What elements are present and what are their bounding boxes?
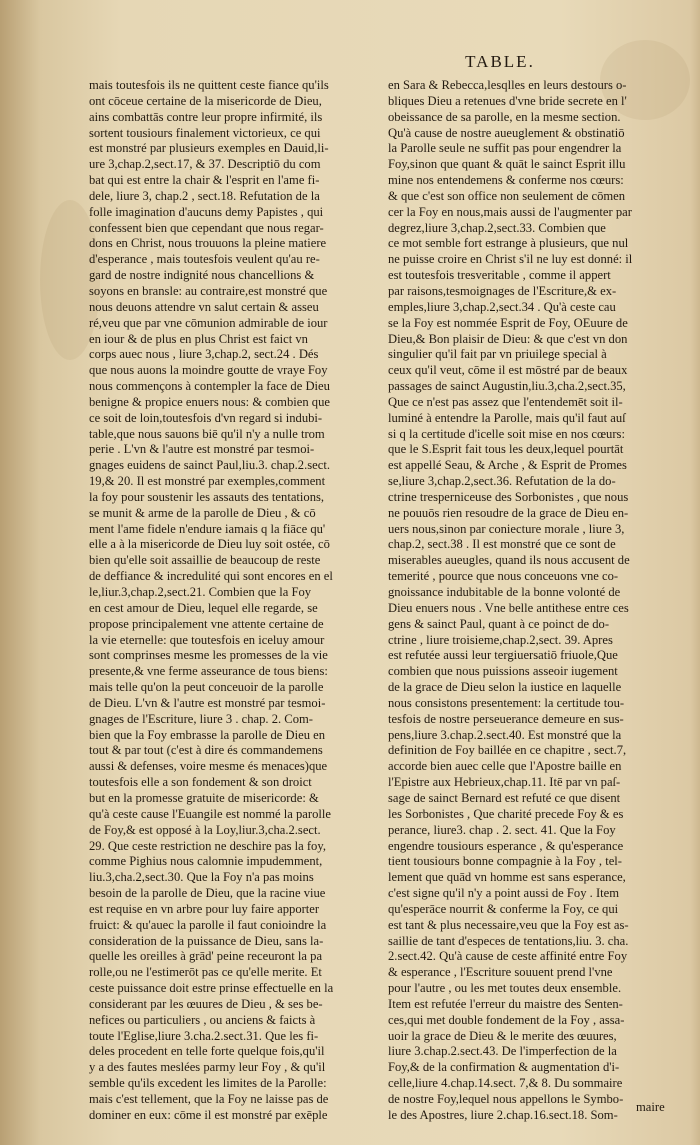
text-line: gnoissance indubitable de la bonne volonté de (388, 585, 621, 599)
text-line: cer la Foy en nous,mais aussi de l'augmenter par (388, 204, 632, 219)
page-title: TABLE. (465, 52, 535, 71)
text-line: benigne & propice enuers nous: & combien que (89, 394, 330, 409)
text-line: 19,& 20. Il est monstré par exemples,comment (89, 474, 326, 489)
text-line: qu'esperāce nourrit & conferme la Foy, ce qui (388, 901, 619, 916)
text-line: uers nous,sinon par coniecture morale , liure 3, (388, 521, 625, 536)
text-line: ce mot semble fort estrange à plusieurs, que nul (388, 236, 629, 251)
text-line: definition de Foy baillée en ce chapitre , sect.7, (388, 743, 627, 758)
text-line: la foy pour soustenir les assauts des tentations, (89, 489, 325, 504)
text-line: en Sara & Rebecca,lesqlles en leurs destours o- (388, 78, 627, 92)
text-line: nous consistons presentement: la certitude tou- (388, 695, 625, 710)
text-line: bien que la Foy embrasse la parolle de Dieu en (89, 727, 326, 742)
text-line: ré,veu que par vne cōmunion admirable de iour (89, 315, 328, 330)
text-line: perance, liure3. chap . 2. sect. 41. Que la Foy (388, 822, 616, 837)
text-line: liure 3.chap.2.sect.43. De l'imperfection de la (388, 1044, 617, 1059)
text-line: la Parolle seule ne suffit pas pour engendrer la (388, 141, 622, 156)
text-line: obeissance de sa parolle, en la mesme section. (388, 109, 621, 124)
text-line: mais toutesfois ils ne quittent ceste fiance qu'ils (89, 78, 329, 92)
text-line: 29. Que ceste restriction ne deschire pas la foy, (89, 838, 326, 853)
text-line: elle a à la misericorde de Dieu luy soit ostée, cō (89, 537, 330, 552)
text-line: que nous auons la moindre goutte de vraye Foy (89, 363, 328, 378)
running-head (0, 52, 700, 72)
text-line: ure 3,chap.2,sect.17, & 37. Descriptiō du com (89, 157, 321, 172)
text-line: & que c'est son office non seulement de cōmen (388, 188, 626, 203)
text-line: gnages de l'Escriture, liure 3 . chap. 2. Com- (89, 711, 313, 726)
text-line: par raisons,tesmoignages de l'Escriture,& ex- (388, 283, 617, 298)
text-line: pour l'autre , ou les met toutes deux ensemble. (388, 981, 622, 996)
text-line: qu'à ceste cause l'Euangile est nommé la parolle (89, 806, 331, 821)
text-line: besoin de la parolle de Dieu, que la racine viue (89, 886, 326, 901)
text-line: passages de sainct Augustin,liu.3,cha.2,sect.35, (388, 379, 626, 394)
text-line: 2.sect.42. Qu'à cause de ceste affinité entre Foy (388, 949, 628, 964)
text-line: uoir la grace de Dieu & le merite des œuures, (388, 1028, 617, 1043)
text-line: singulier qu'il fait par vn priuilege special à (388, 347, 607, 362)
text-line: est monstré par plusieurs exemples en Dauid,li- (89, 141, 329, 156)
text-line: temerité , pource que nous conceuons vne co- (388, 569, 619, 584)
text-line: les Sorbonistes , Que charité precede Foy & es (388, 806, 624, 821)
text-line: tient tousiours bonne compagnie à la Foy , tel- (388, 854, 622, 869)
text-line: chap.2, sect.38 . Il est monstré que ce sont de (388, 537, 616, 552)
text-line: presente,& vne ferme asseurance de tous biens: (89, 664, 328, 679)
text-line: la vie eternelle: que toutesfois en iceluy amour (89, 632, 325, 647)
text-line: se la Foy est nommée Esprit de Foy, OEuure de (388, 315, 628, 330)
text-line: de deffiance & incredulité qui sont encores en el (89, 569, 333, 584)
text-line: semble qu'ils excedent les limites de la Parolle: (89, 1076, 327, 1091)
text-line: gnages euidens de sainct Paul,liu.3. chap.2.sect. (89, 458, 330, 473)
text-line: liu.3,cha.2,sect.30. Que la Foy n'a pas moins (89, 870, 314, 885)
text-line: corps auec nous , liure 3,chap.2, sect.24 . Dés (89, 347, 319, 362)
text-line: ceux qu'il veut, cōme il est mōstré par de beaux (388, 363, 628, 378)
text-line: mine nos entendemens & conferme nos cœurs: (388, 173, 624, 188)
text-line: Foy,& de la confirmation & augmentation d'i- (388, 1060, 620, 1075)
text-line: dominer en eux: cōme il est monstré par exēple (89, 1107, 328, 1122)
text-line: est tant & plus necessaire,veu que la Foy est as- (388, 917, 629, 932)
text-line: sage de sainct Bernard est refuté ce que disent (388, 790, 621, 805)
text-line: ne puisse croire en Christ s'il ne luy est donné: il (388, 252, 633, 267)
text-line: de Dieu. L'vn & l'autre est monstré par tesmoi- (89, 695, 326, 710)
text-line: l'Epistre aux Hebrieux,chap.11. Itē par vn paſ- (388, 775, 621, 790)
text-line: dele, liure 3, chap.2 , sect.18. Refutation de la (89, 188, 320, 203)
text-line: aussi & defenses, voire mesme és menaces)que (89, 759, 328, 774)
text-line: Item est refutée l'erreur du maistre des Senten- (388, 996, 623, 1011)
text-line: degrez,liure 3,chap.2,sect.33. Combien que (388, 220, 606, 235)
text-line: toute l'Eglise,liure 3.cha.2.sect.31. Que les fi- (89, 1028, 319, 1043)
text-line: & esperance , l'Escriture souuent prend l'vne (388, 965, 613, 980)
text-line: deles procedent en telle forte quelque fois,qu'il (89, 1044, 325, 1059)
text-line: y a des fautes meslées parmy leur Foy , & qu'il (89, 1060, 326, 1075)
catchword: maire (636, 1100, 665, 1114)
text-line: ces,qui met double fondement de la Foy , assa- (388, 1012, 625, 1027)
text-line: se munit & arme de la parolle de Dieu , & cō (89, 505, 316, 520)
text-line: gard de nostre indignité nous chancellions & (89, 268, 315, 283)
text-line: de la grace de Dieu selon la iustice en laquelle (388, 680, 622, 695)
text-line: est requise en vn arbre pour luy faire apporter (89, 901, 320, 916)
text-line: en cest amour de Dieu, lequel elle regarde, se (89, 600, 318, 615)
text-line: de nostre Foy,lequel nous appellons le Symbo- (388, 1092, 624, 1106)
text-line: celle,liure 4.chap.14.sect. 7,& 8. Du sommaire (388, 1076, 623, 1091)
text-line: propose principalement vne attente certaine de (89, 616, 324, 631)
text-line: sont comprinses mesme les promesses de la vie (89, 648, 328, 663)
text-line: nous commençons à contempler la face de Dieu (89, 379, 330, 394)
text-line: le des Apostres, liure 2.chap.16.sect.18. Som- (388, 1107, 618, 1122)
text-line: c'est signe qu'il n'y a point aussi de Foy . Item (388, 886, 620, 901)
text-line: nefices ou particuliers , ou anciens & faicts à (89, 1012, 316, 1027)
text-line: ce soit de loin,toutesfois d'vn regard si indubi- (89, 410, 323, 425)
text-line: sortent tousiours finalement victorieux, ce qui (89, 125, 321, 140)
text-line: folle imagination d'aucuns demy Papistes , qui (89, 204, 324, 219)
text-line: bien qu'elle soit assaillie de beaucoup de reste (89, 553, 321, 568)
text-line: mais telle qu'on la peut conceuoir de la parolle (89, 680, 324, 695)
right-column (388, 78, 678, 1124)
text-line: ctrine , liure troisieme,chap.2,sect. 39. Apres (388, 632, 613, 647)
text-line: ains combattās contre leur propre infirmité, ils (89, 109, 323, 124)
text-line: ne pouuōs rien resoudre de la grace de Dieu en- (388, 505, 629, 520)
text-line: confessent bien que cependant que nous regar- (89, 220, 324, 235)
text-line: accorde bien auec celle que l'Apostre baille en (388, 759, 622, 774)
text-line: Dieu,& Bon plaisir de Dieu: & que c'est vn don (388, 331, 628, 346)
text-line: ceste puissance doit estre prinse effectuelle en la (89, 981, 334, 996)
text-line: en iour & de plus en plus Christ est faict vn (89, 331, 308, 346)
text-line: nous deuons attendre vn salut certain & asseu (89, 299, 319, 314)
text-line: ctrine tresperniceuse des Sorbonistes , que nous (388, 489, 629, 504)
left-column (89, 78, 379, 1124)
text-line: Que ce n'est pas assez que l'entendemēt soit il- (388, 394, 623, 409)
text-line: gens & sainct Paul, quant à ce poinct de do- (388, 616, 610, 631)
text-line: se,liure 3,chap.2,sect.36. Refutation de la do- (388, 474, 616, 489)
text-line: luminé à entendre la Parolle, mais qu'il faut auſ (388, 410, 626, 425)
text-line: pens,liure 3.chap.2.sect.40. Est monstré que la (388, 727, 622, 742)
text-line: combien que nous puissions asseoir iugement (388, 664, 618, 679)
text-line: bliques Dieu a retenues d'vne bride secrete en l' (388, 93, 627, 108)
text-line: toutesfois elle a son fondement & son droict (89, 775, 312, 790)
text-line: engendre tousiours esperance , & qu'esperance (388, 838, 624, 853)
text-line: tesfois de nostre perseuerance demeure en sus- (388, 711, 624, 726)
text-line: consideration de la puissance de Dieu, sans la- (89, 933, 324, 948)
text-line: lement que quād vn homme est sans esperance, (388, 870, 626, 885)
text-line: fruict: & qu'auec la parolle il faut conioindre la (89, 917, 327, 932)
text-line: but en la promesse gratuite de misericorde: & (89, 790, 319, 805)
text-line: ont cōceue certaine de la misericorde de Dieu, (89, 93, 322, 108)
text-line: comme Pighius nous calomnie impudemment, (89, 854, 323, 869)
text-line: d'esperance , mais toutesfois veulent qu'au re- (89, 252, 320, 267)
text-line: est appellé Seau, & Arche , & Esprit de Promes (388, 458, 627, 473)
text-line: que le S.Esprit fait tous les deux,lequel pourtāt (388, 442, 624, 457)
text-line: considerant par les œuures de Dieu , & ses be- (89, 996, 323, 1011)
text-line: perie . L'vn & l'autre est monstré par tesmoi- (89, 442, 315, 457)
text-line: tout & par tout (c'est à dire és commandemens (89, 743, 323, 758)
text-line: le,liur.3,chap.2,sect.21. Combien que la Foy (89, 585, 312, 599)
text-line: Dieu enuers nous . Vne belle antithese entre ces (388, 600, 629, 615)
text-line: ment l'ame fidele n'endure iamais q la fiāce qu' (89, 521, 326, 536)
text-line: rolle,ou ne l'estimerōt pas ce qu'elle merite. Et (89, 965, 322, 980)
text-line: emples,liure 3,chap.2,sect.34 . Qu'à ceste cau (388, 299, 616, 314)
text-line: Qu'à cause de nostre aueuglement & obstinatiō (388, 125, 625, 140)
text-line: dons en Christ, nous trouuons la pleine matiere (89, 236, 327, 251)
text-line: soyons en bransle: au contraire,est monstré que (89, 283, 328, 298)
text-line: saillie de tant d'especes de tentations,liu. 3. cha. (388, 933, 629, 948)
text-line: quelle les oreilles à grād' peine receuront la pa (89, 949, 323, 964)
text-line: si q la certitude d'icelle soit mise en nos cœurs: (388, 426, 625, 441)
text-line: est refutée aussi leur tergiuersatiō friuole,Que (388, 648, 618, 663)
text-line: table,que nous sauons biē qu'il n'y a nulle trom (89, 426, 325, 441)
text-line: miserables aueugles, quand ils nous accusent de (388, 553, 630, 568)
text-line: de Foy,& est opposé à la Loy,liur.3,cha.2.sect. (89, 822, 321, 837)
text-line: bat qui est entre la chair & l'esprit en l'ame fi- (89, 173, 320, 188)
text-line: Foy,sinon que quant & quāt le sainct Esprit illu (388, 157, 626, 172)
text-line: est toutesfois tresveritable , comme il appert (388, 268, 611, 283)
text-line: mais c'est tellement, que la Foy ne laisse pas de (89, 1092, 329, 1106)
